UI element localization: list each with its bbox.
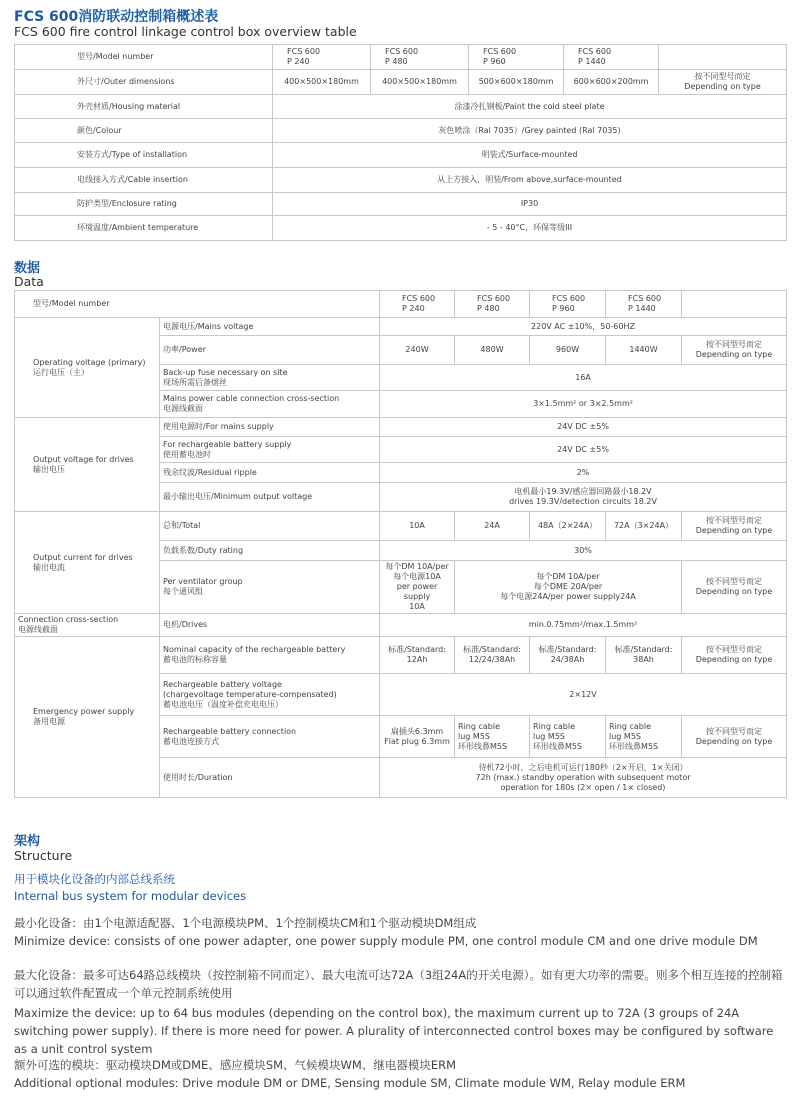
- value-cell: 1440W: [606, 336, 682, 365]
- overview-table: [14, 44, 787, 241]
- row-label: 使用电源时/For mains supply: [160, 418, 380, 437]
- value-cell: 电机最小19.3V/感应器回路最小18.2V drives 19.3V/detection circuits 18.2V: [380, 483, 787, 512]
- value-cell: 标准/Standard: 38Ah: [606, 637, 682, 674]
- data-table: [14, 290, 787, 798]
- table-row: [15, 216, 787, 241]
- paragraph-max-device-en: Maximize the device: up to 64 bus modules (depending on the control box), the maximum current up to 72A (3 groups of 24A switching power supply). If there is more need for power. A plurality of interconnected control boxes may be configured by software as a unit control system: [14, 1006, 774, 1056]
- value-cell: 3×1.5mm² or 3×2.5mm²: [380, 391, 787, 418]
- value-cell: 10A: [380, 512, 455, 541]
- model-cell: FCS 600 P 1440: [564, 45, 659, 70]
- table-row: [15, 45, 787, 70]
- row-label: 最小输出电压/Minimum output voltage: [160, 483, 380, 512]
- structure-subtitle-cn: 用于模块化设备的内部总线系统: [14, 872, 175, 886]
- value-cell: 24A: [455, 512, 530, 541]
- table-row: [15, 193, 787, 216]
- model-cell: FCS 600 P 960: [469, 45, 564, 70]
- value-cell: 待机72小时，之后电机可运行180秒（2×开启，1×关闭） 72h (max.) standby operation with subsequent motor operation for 180s (2× open / 1× closed): [380, 758, 787, 798]
- table-row: [15, 143, 787, 168]
- row-label: 颜色/Colour: [15, 119, 273, 143]
- value-cell: 400×500×180mm: [371, 70, 469, 95]
- value-cell: Ring cable lug M5S 环形线鼻M5S: [530, 716, 606, 758]
- value-cell: 500×600×180mm: [469, 70, 564, 95]
- row-label: 功率/Power: [160, 336, 380, 365]
- paragraph-min-device-cn: 最小化设备：由1个电源适配器、1个电源模块PM、1个控制模块CM和1个驱动模块DM组成: [14, 916, 477, 930]
- value-cell: 30%: [380, 541, 787, 561]
- table-row: [15, 119, 787, 143]
- value-cell: 240W: [380, 336, 455, 365]
- table-row: [15, 291, 787, 318]
- table-row: [15, 318, 787, 336]
- model-cell: FCS 600 P 480: [455, 291, 530, 318]
- value-cell: 按不同型号而定 Depending on type: [682, 637, 787, 674]
- row-label: 总和/Total: [160, 512, 380, 541]
- table-row: [15, 418, 787, 437]
- model-cell: FCS 600 P 1440: [606, 291, 682, 318]
- paragraph-optional-modules-cn: 额外可选的模块：驱动模块DM或DME、感应模块SM、气候模块WM、继电器模块ERM: [14, 1058, 457, 1072]
- table-row: [15, 637, 787, 674]
- value-cell: 16A: [380, 365, 787, 391]
- table-row: [15, 168, 787, 193]
- value-cell: 72A（3×24A）: [606, 512, 682, 541]
- row-label: Per ventilator group 每个通风组: [160, 561, 380, 614]
- value-cell: 标准/Standard: 12/24/38Ah: [455, 637, 530, 674]
- value-cell: 扁插头6.3mm Flat plug 6.3mm: [380, 716, 455, 758]
- page-title-en: FCS 600 fire control linkage control box overview table: [14, 24, 357, 39]
- row-label: 残余纹波/Residual ripple: [160, 463, 380, 483]
- row-label: 外壳材质/Housing material: [15, 95, 273, 119]
- value-cell: 按不同型号而定 Depending on type: [682, 336, 787, 365]
- value-cell: 2×12V: [380, 674, 787, 716]
- value-cell: 涂漆冷扎钢板/Paint the cold steel plate: [273, 95, 787, 119]
- row-label: 环境温度/Ambient temperature: [15, 216, 273, 241]
- row-label: 使用时长/Duration: [160, 758, 380, 798]
- data-section-title-cn: 数据: [14, 261, 41, 276]
- value-cell: 220V AC ±10%，50-60HZ: [380, 318, 787, 336]
- value-cell: 按不同型号而定 Depending on type: [659, 70, 787, 95]
- row-label: 电机/Drives: [160, 614, 380, 637]
- value-cell: 每个DM 10A/per 每个电源10A per power supply 10A: [380, 561, 455, 614]
- group-label: Emergency power supply 备用电源: [15, 637, 160, 798]
- row-label: 电源电压/Mains voltage: [160, 318, 380, 336]
- empty-cell: [659, 45, 787, 70]
- value-cell: 24V DC ±5%: [380, 418, 787, 437]
- group-label: Output voltage for drives 输出电压: [15, 418, 160, 512]
- model-cell: FCS 600 P 240: [380, 291, 455, 318]
- paragraph-min-device-en: Minimize device: consists of one power adapter, one power supply module PM, one control module CM and one drive module DM: [14, 934, 758, 948]
- row-label: 电线接入方式/Cable insertion: [15, 168, 273, 193]
- value-cell: 标准/Standard: 24/38Ah: [530, 637, 606, 674]
- table-row: [15, 614, 787, 637]
- group-label: Operating voltage (primary) 运行电压（主）: [15, 318, 160, 418]
- value-cell: 按不同型号而定 Depending on type: [682, 561, 787, 614]
- value-cell: - 5 - 40°C，环保等级III: [273, 216, 787, 241]
- value-cell: 按不同型号而定 Depending on type: [682, 716, 787, 758]
- model-cell: FCS 600 P 960: [530, 291, 606, 318]
- value-cell: IP30: [273, 193, 787, 216]
- row-label: 防护类型/Enclosure rating: [15, 193, 273, 216]
- table-row: [15, 512, 787, 541]
- model-cell: FCS 600 P 480: [371, 45, 469, 70]
- row-label: 型号/Model number: [15, 45, 273, 70]
- value-cell: 按不同型号而定 Depending on type: [682, 512, 787, 541]
- page-title-cn: FCS 600消防联动控制箱概述表: [14, 9, 219, 25]
- data-section-title-en: Data: [14, 274, 44, 289]
- paragraph-optional-modules-en: Additional optional modules: Drive module DM or DME, Sensing module SM, Climate module WM, Relay module ERM: [14, 1076, 686, 1090]
- paragraph-max-device-cn: 最大化设备：最多可达64路总线模块（按控制箱不同而定）、最大电流可达72A（3组24A的开关电源）。如有更大功率的需要。则多个相互连接的控制箱可以通过软件配置成一个单元控制系统使用: [14, 968, 783, 1000]
- row-label: 外尺寸/Outer dimensions: [15, 70, 273, 95]
- value-cell: Ring cable lug M5S 环形线鼻M5S: [455, 716, 530, 758]
- empty-cell: [682, 291, 787, 318]
- value-cell: 从上方接入，明装/From above,surface-mounted: [273, 168, 787, 193]
- row-label: 安装方式/Type of installation: [15, 143, 273, 168]
- row-label: Rechargeable battery voltage (chargevoltage temperature-compensated) 蓄电池电压（温度补偿充电电压）: [160, 674, 380, 716]
- structure-title-cn: 架构: [14, 834, 41, 849]
- value-cell: 24V DC ±5%: [380, 437, 787, 463]
- row-label: Back-up fuse necessary on site 现场所需后备熔丝: [160, 365, 380, 391]
- row-label: 负载系数/Duty rating: [160, 541, 380, 561]
- model-cell: FCS 600 P 240: [273, 45, 371, 70]
- value-cell: 960W: [530, 336, 606, 365]
- row-label: 型号/Model number: [15, 291, 380, 318]
- value-cell: 480W: [455, 336, 530, 365]
- value-cell: 2%: [380, 463, 787, 483]
- table-row: [15, 95, 787, 119]
- value-cell: 600×600×200mm: [564, 70, 659, 95]
- value-cell: 明装式/Surface-mounted: [273, 143, 787, 168]
- value-cell: Ring cable lug M5S 环形线鼻M5S: [606, 716, 682, 758]
- row-label: Mains power cable connection cross-section 电源线截面: [160, 391, 380, 418]
- row-label: Nominal capacity of the rechargeable battery 蓄电池的标称容量: [160, 637, 380, 674]
- structure-title-en: Structure: [14, 848, 73, 863]
- structure-subtitle-en: Internal bus system for modular devices: [14, 889, 247, 903]
- value-cell: 每个DM 10A/per 每个DME 20A/per 每个电源24A/per power supply24A: [455, 561, 682, 614]
- value-cell: 标准/Standard: 12Ah: [380, 637, 455, 674]
- group-label: Output current for drives 输出电流: [15, 512, 160, 614]
- group-label: Connection cross-section 电源线截面: [15, 614, 160, 637]
- table-row: [15, 70, 787, 95]
- value-cell: 灰色喷涂（Ral 7035）/Grey painted (Ral 7035): [273, 119, 787, 143]
- row-label: For rechargeable battery supply 使用蓄电池时: [160, 437, 380, 463]
- value-cell: 48A（2×24A）: [530, 512, 606, 541]
- value-cell: 400×500×180mm: [273, 70, 371, 95]
- value-cell: min.0.75mm²/max.1.5mm²: [380, 614, 787, 637]
- row-label: Rechargeable battery connection 蓄电池连接方式: [160, 716, 380, 758]
